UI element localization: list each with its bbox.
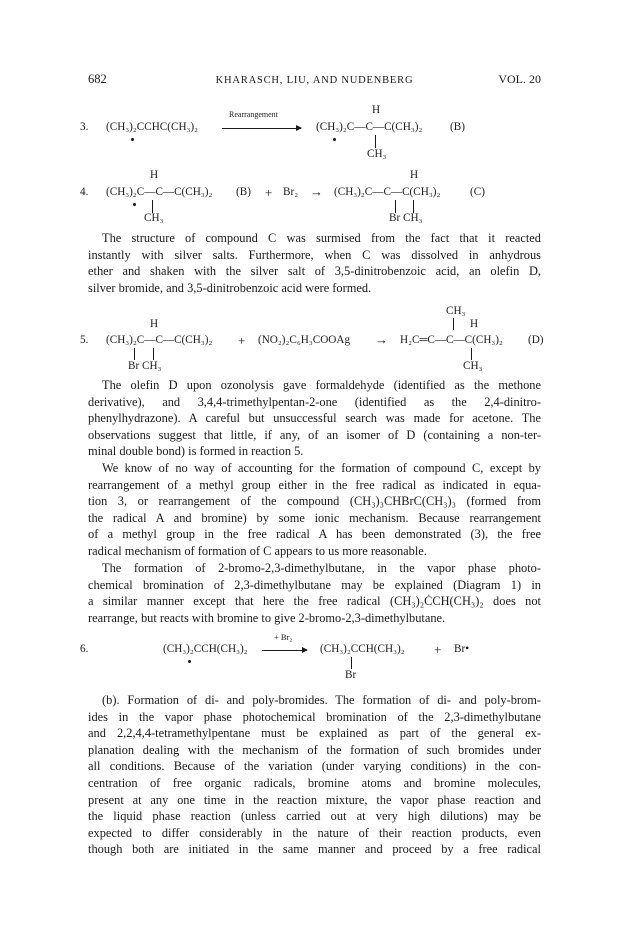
text-line: all conditions. Because of the variation (under varying conditions) in the con- [88,759,541,774]
text-line: radical mechanism of formation of C appears to us more reasonable. [88,543,427,558]
substituent-h: H [470,318,479,330]
reaction-arrow [222,128,301,129]
substituents-br-ch3: Br CH₃ [128,360,162,372]
reactant: (CH₃)₂C—C—C(CH₃)₂ [106,334,213,346]
paragraph [88,230,541,296]
text-line: centration of free organic radicals, bromine atoms and bromine molecules, [88,775,541,790]
text-line: The formation of 2-bromo-2,3-dimethylbutane, in the vapor phase photo- [102,561,541,575]
text-line: observations suggest that little, if any, of an isomer of D (containing a non-ter- [88,427,541,442]
compound-tag: (B) [450,121,465,133]
substituent-ch3: CH₃ [446,305,466,317]
plus-sign: + [238,333,246,348]
compound-tag: (C) [470,186,485,198]
bond-line [471,348,472,360]
equation-number: 6. [80,643,89,655]
product: (CH₃)₂CCH(CH₃)₂ [320,643,405,655]
text-line: present at any one time in the reaction mixture, the vapor phase reaction and [88,792,541,807]
product: (CH₃)₂C—C—C(CH₃)₂ [334,186,441,198]
bromine-radical: Br• [454,643,470,655]
running-head-authors: KHARASCH, LIU, AND NUDENBERG [215,75,414,86]
substituent-h: H [150,169,159,181]
compound-tag: (D) [528,334,544,346]
text-line: the liquid phase reaction (unless carried out at very high dilutions) may be [88,809,541,824]
text-line: minal double bond) is formed in reaction 5. [88,444,304,459]
text-line: rearrange, but reacts with bromine to give 2-bromo-2,3-dimethylbutane. [88,610,446,625]
text-line: chemical bromination of 2,3-dimethylbutane may be explained (Diagram 1) in [88,577,541,592]
text-line: ether and shaken with the silver salt of 3,5-dinitrobenzoic acid, an olefin D, [88,264,541,279]
radical-dot [131,138,134,141]
reaction-arrow [262,650,307,651]
text-line: and 2,2,4,4-tetramethylpentane must be explained as part of the general ex- [88,726,541,741]
text-line: phenylhydrazone). A careful but unsuccessful search was made for acetone. The [88,411,541,426]
bond-line [453,318,454,330]
text-line: the radical A and bromine) by some ionic mechanism. Because rearrangement [88,510,541,525]
text-line: though both are initiated in the same manner and proceed by a free radical [88,842,541,857]
substituent-h: H [372,104,381,116]
substituent-br: Br [345,669,357,681]
bond-line [153,348,154,360]
text-line: a similar manner except that here the free radical (CH₃)₂ĊCH(CH₃)₂ does not [88,594,541,609]
product: (CH₃)₂C—C—C(CH₃)₂ [316,121,423,133]
bond-line [351,657,352,669]
substituent-ch3: CH₃ [367,148,387,160]
bromine: Br₂ [283,186,299,198]
paragraph [88,377,541,460]
silver-reagent: (NO₂)₂C₆H₃COOAg [258,334,351,346]
substituent-ch3: CH₃ [463,360,483,372]
text-line: The olefin D upon ozonolysis gave formaldehyde (identified as the methone [102,378,541,392]
radical-dot [188,660,191,663]
paragraph [88,692,541,858]
text-line: rearrangement of a methyl group either in the free radical as indicated in equa- [88,477,541,492]
text-line: We know of no way of accounting for the formation of compound C, except by [102,461,541,475]
radical-dot [133,203,136,206]
text-line: tion 3, or rearrangement of the compound (CH₃)₃CHBrC(CH₃)₃ (formed from [88,494,541,509]
bond-line [134,348,135,360]
reaction-arrow: → [310,184,323,199]
volume-number: VOL. 20 [498,72,541,86]
reaction-arrow: → [375,332,388,347]
equation-number: 5. [80,334,89,346]
text-line: ides in the vapor phase photochemical bromination of the 2,3-dimethylbutane [88,709,541,724]
plus-sign: + [265,185,273,200]
text-line: instantly with silver salts. Furthermore, when C was dissolved in anhydrous [88,247,541,262]
substituent-h: H [150,318,159,330]
equation-number: 4. [80,186,89,198]
paragraph [88,460,541,560]
radical-dot [333,138,336,141]
bond-line [375,135,376,148]
text-line: of a methyl group in the free radical A has been demonstrated (3), the free [88,527,541,542]
product: H₂C═C—C—C(CH₃)₂ [400,334,503,346]
text-line: planation dealing with the mechanism of the formation of such bromides under [88,742,541,757]
compound-tag: (B) [236,186,251,198]
text-line: The structure of compound C was surmised from the fact that it reacted [102,231,541,245]
arrow-label: + Br₂ [274,632,293,642]
arrow-label: Rearrangement [229,110,278,119]
section-label: (b). Formation of di- and poly-bromides. The formation of di- and poly-brom- [102,693,541,707]
substituent-h: H [410,169,419,181]
plus-sign: + [434,642,442,657]
text-line: expected to differ considerably in the nature of their reaction products, even [88,825,541,840]
reactant: (CH₃)₂C—C—C(CH₃)₂ [106,186,213,198]
substituent-ch3: CH₃ [144,212,164,224]
text-line: derivative), and 3,4,4-trimethylpentan-2-one (identified as the 2,4-dinitro- [88,394,541,409]
reactant: (CH₃)₂CCHC(CH₃)₂ [106,121,199,133]
equation-number: 3. [80,121,89,133]
reactant: (CH₃)₂CCH(CH₃)₂ [163,643,248,655]
page-number: 682 [88,72,107,86]
text-line: silver bromide, and 3,5-dinitrobenzoic acid were formed. [88,280,372,295]
paragraph [88,560,541,626]
substituents-br-ch3: Br CH₃ [389,212,423,224]
text-line [88,692,541,709]
